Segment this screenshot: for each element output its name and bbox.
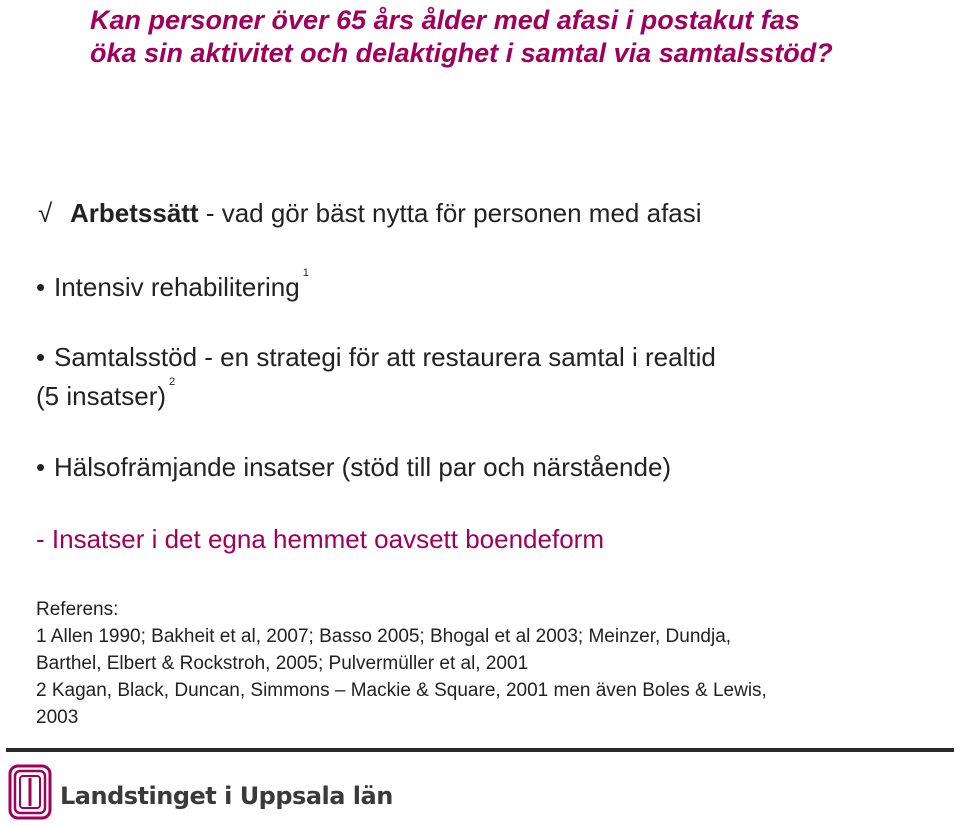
bullet-item-3 [36, 452, 671, 483]
footnote-marker: 1 [302, 267, 309, 279]
bullet-item-2 [36, 342, 716, 373]
bullet-item-2-continuation [36, 376, 176, 412]
title-line-1: Kan personer över 65 års ålder med afasi i postakut fas [90, 5, 800, 35]
landstinget-logo-icon [8, 764, 52, 820]
footer [8, 764, 608, 824]
organization-name: Landstinget i Uppsala län [60, 782, 393, 810]
bullet-icon: • [36, 272, 46, 302]
title-line-2: öka sin aktivitet och delaktighet i samtal via samtalsstöd? [90, 38, 833, 68]
reference-line: 2 Kagan, Black, Duncan, Simmons – Mackie & Square, 2001 men även Boles & Lewis, [36, 680, 767, 701]
reference-line: Barthel, Elbert & Rockstroh, 2005; Pulvermüller et al, 2001 [36, 653, 529, 674]
footnote-marker: 2 [169, 376, 176, 388]
bullet-item-1 [36, 267, 309, 303]
bullet-text: Intensiv rehabilitering [54, 272, 300, 302]
checkmark-icon: √ [38, 198, 53, 228]
bullet-continuation-text: (5 insatser) [36, 381, 167, 411]
reference-line: 1 Allen 1990; Bakheit et al, 2007; Basso 2005; Bhogal et al 2003; Meinzer, Dundja, [36, 626, 732, 647]
bullet-text: Hälsofrämjande insatser (stöd till par och närstående) [54, 452, 672, 482]
heading-rest-text: - vad gör bäst nytta för personen med afasi [198, 198, 702, 228]
bullet-icon: • [36, 342, 46, 372]
references [36, 596, 767, 731]
heading-bold-text: Arbetssätt [70, 198, 199, 228]
reference-line: 2003 [36, 707, 79, 728]
dash-line: - Insatser i det egna hemmet oavsett boendeform [36, 524, 604, 554]
check-heading [38, 198, 702, 229]
slide-title [90, 4, 950, 70]
footer-divider [6, 748, 954, 752]
bullet-text: Samtalsstöd - en strategi för att restaurera samtal i realtid [54, 342, 716, 372]
bullet-icon: • [36, 452, 46, 482]
references-label: Referens: [36, 599, 119, 620]
